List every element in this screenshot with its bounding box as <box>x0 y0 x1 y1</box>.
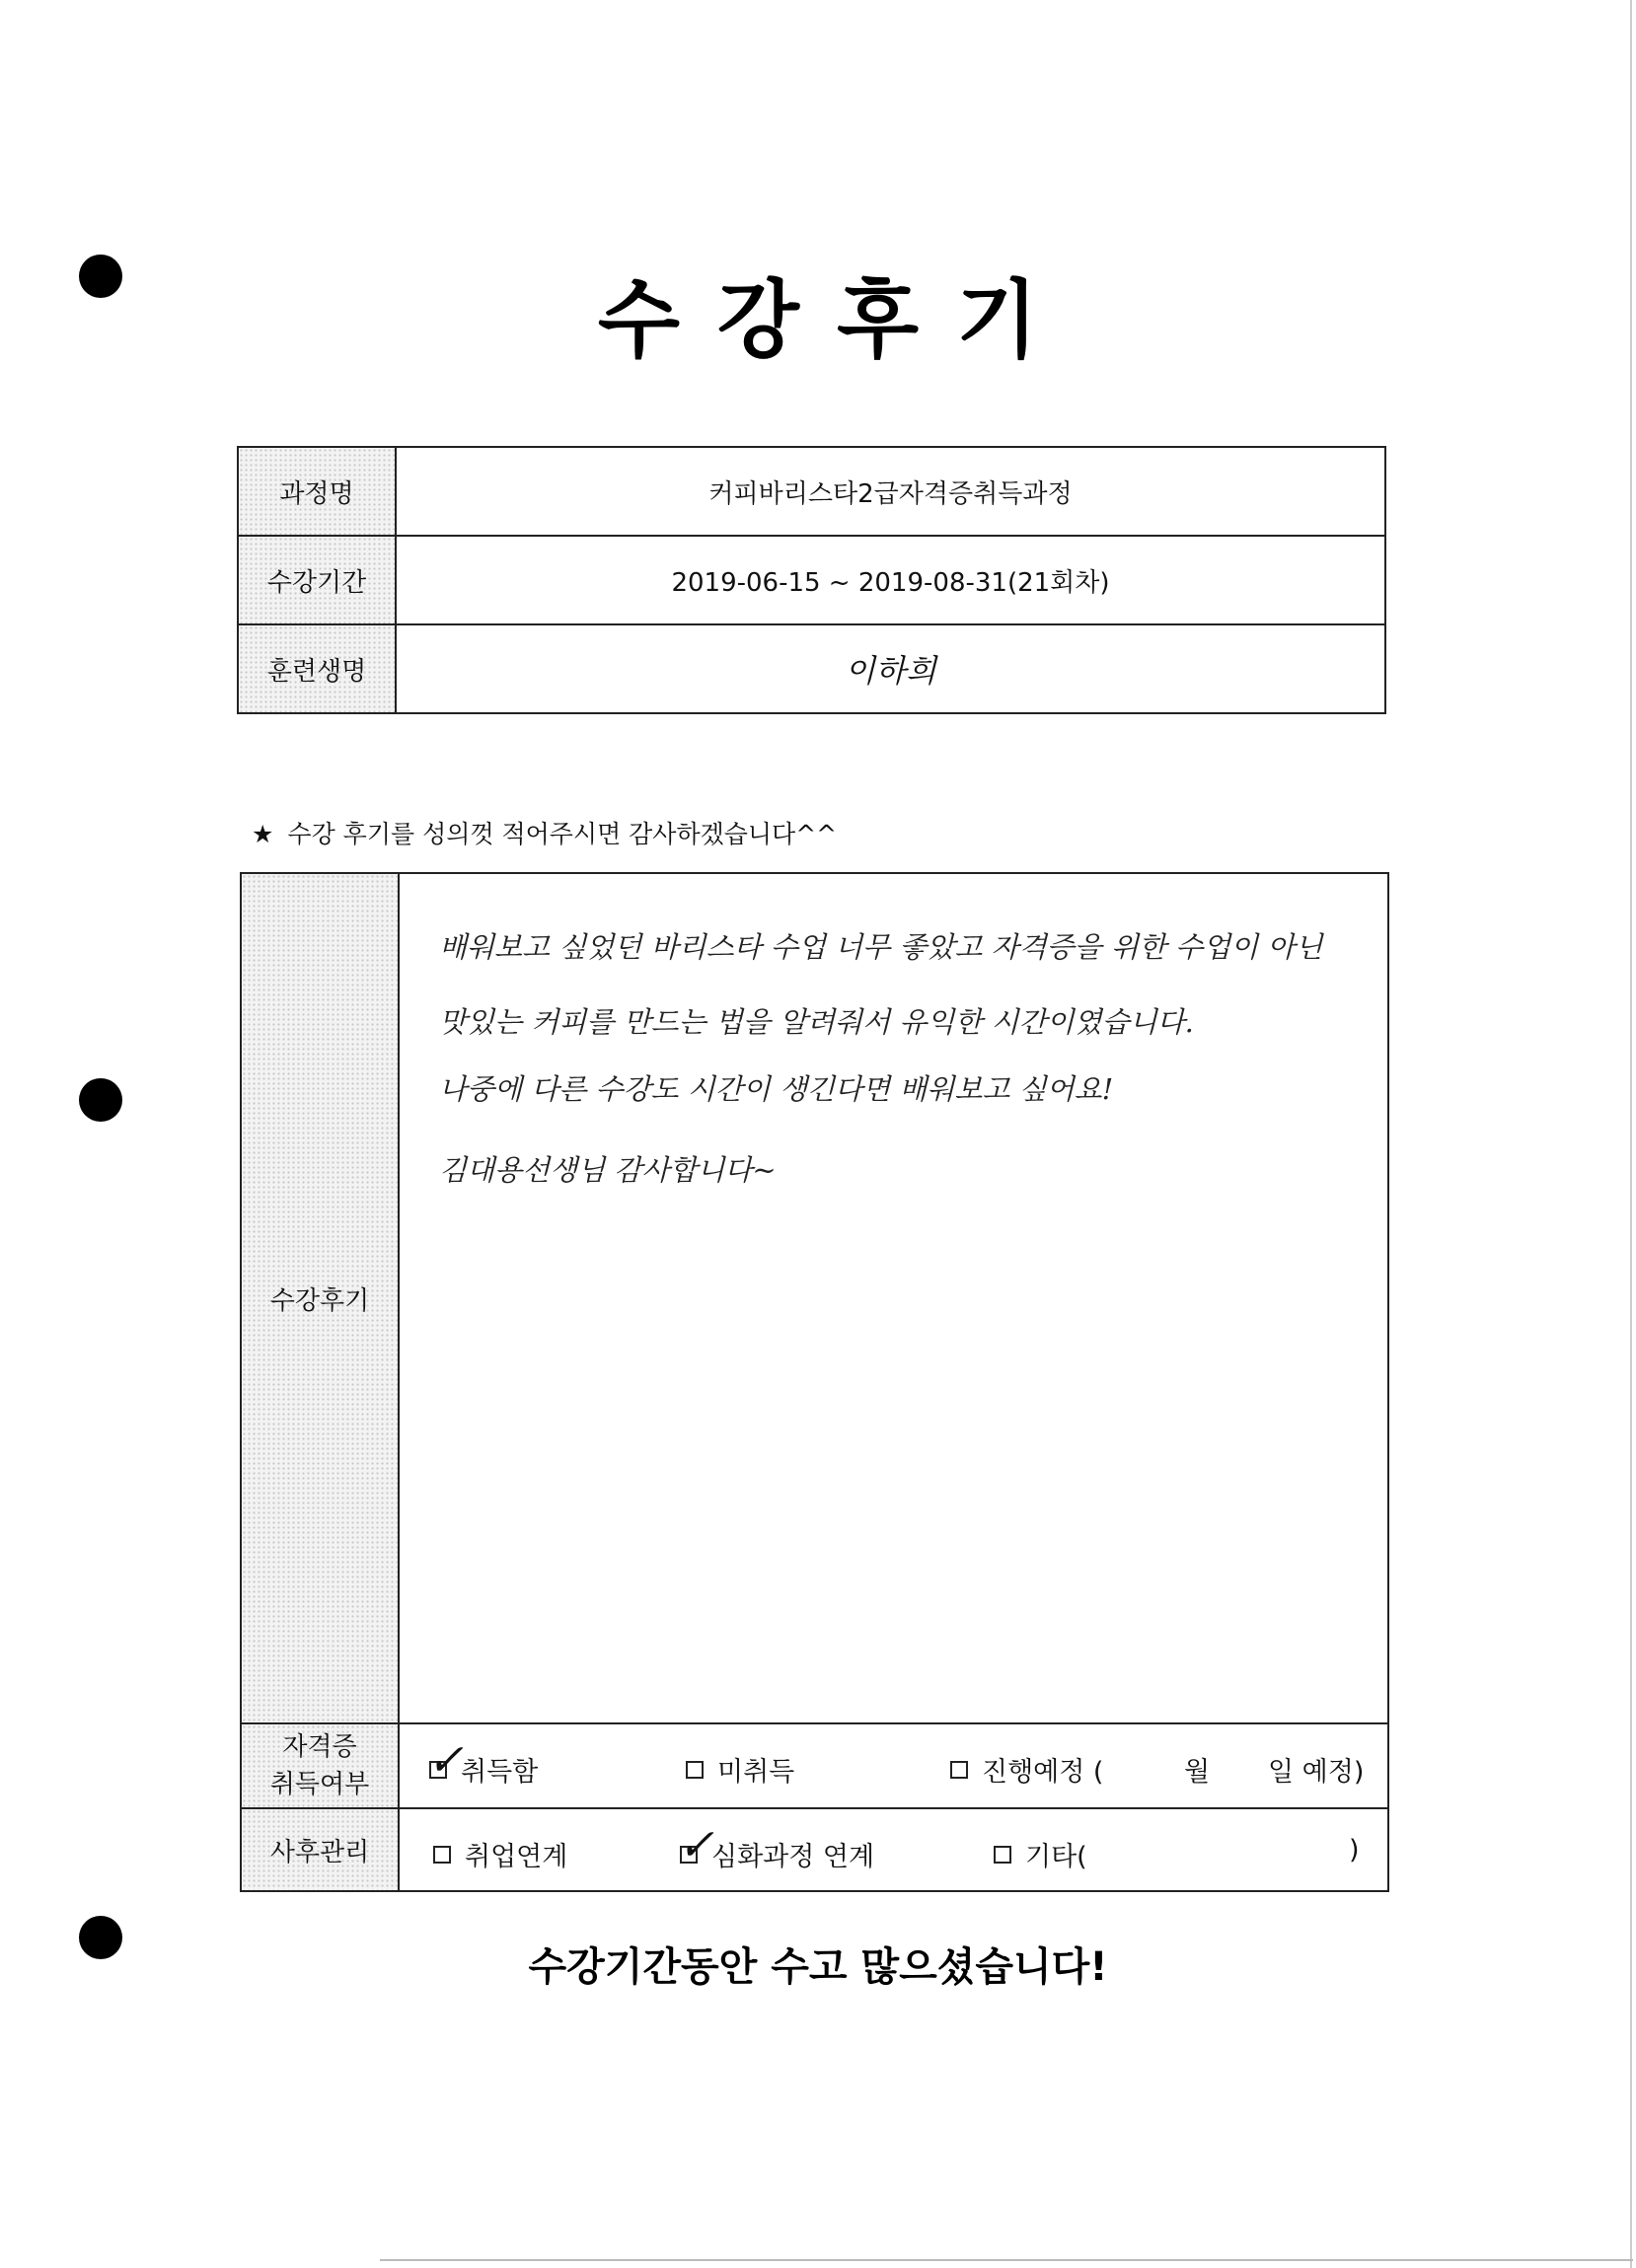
opt-other-close: ) <box>1349 1835 1360 1866</box>
opt-not-acquired-label: 미취득 <box>717 1757 795 1788</box>
followup-options <box>399 1808 1388 1891</box>
checkbox-other[interactable] <box>994 1846 1011 1864</box>
followup-label: 사후관리 <box>241 1808 399 1891</box>
star-icon: ★ <box>252 820 274 848</box>
checkbox-advanced[interactable] <box>678 1820 714 1870</box>
opt-acquired[interactable] <box>427 1735 539 1789</box>
checkbox-not-acquired[interactable] <box>686 1761 704 1779</box>
course-info-table <box>237 446 1386 714</box>
opt-planned[interactable] <box>950 1750 1103 1789</box>
opt-other[interactable] <box>994 1835 1087 1873</box>
opt-advanced-label: 심화과정 연계 <box>711 1842 875 1872</box>
course-name-value: 커피바리스타2급자격증취득과정 <box>396 447 1385 536</box>
closing-message: 수강기간동안 수고 많으셨습니다! <box>528 1944 1108 1990</box>
review-label: 수강후기 <box>241 873 399 1723</box>
checkbox-job[interactable] <box>433 1846 451 1864</box>
review-line-4: 김대용선생님 감사합니다~ <box>439 1153 777 1187</box>
planned-day-label: 일 예정) <box>1268 1757 1365 1788</box>
checkmark-icon: ✓ <box>678 1820 714 1870</box>
certificate-label <box>241 1723 399 1808</box>
opt-acquired-label: 취득함 <box>461 1757 539 1788</box>
certificate-row <box>241 1723 1388 1808</box>
period-value: 2019-06-15 ~ 2019-08-31(21회차) <box>396 536 1385 624</box>
checkbox-acquired[interactable] <box>427 1735 464 1786</box>
period-label: 수강기간 <box>238 536 396 624</box>
review-line-3: 나중에 다른 수강도 시간이 생긴다면 배워보고 싶어요! <box>439 1072 1114 1106</box>
certificate-options <box>399 1723 1388 1808</box>
review-line-1: 배워보고 싶었던 바리스타 수업 너무 좋았고 자격증을 위한 수업이 아닌 <box>439 930 1323 964</box>
page-edge-bottom <box>380 2259 1633 2261</box>
course-name-label: 과정명 <box>238 447 396 536</box>
trainee-label: 훈련생명 <box>238 624 396 713</box>
period-row <box>238 536 1385 624</box>
review-row <box>241 873 1388 1723</box>
instruction-text: 수강 후기를 성의껏 적어주시면 감사하겠습니다^^ <box>287 820 838 848</box>
trainee-row <box>238 624 1385 713</box>
opt-job-label: 취업연계 <box>465 1842 568 1872</box>
trainee-name-value: 이하희 <box>396 624 1385 713</box>
certificate-label-line1: 자격증 <box>282 1732 357 1762</box>
opt-advanced[interactable] <box>678 1820 875 1873</box>
opt-not-acquired[interactable] <box>686 1750 794 1789</box>
opt-other-label: 기타( <box>1025 1842 1087 1872</box>
followup-row <box>241 1808 1388 1891</box>
checkbox-planned[interactable] <box>950 1761 968 1779</box>
review-form <box>240 872 1389 1890</box>
review-line-2: 맛있는 커피를 만드는 법을 알려줘서 유익한 시간이였습니다. <box>439 1005 1194 1039</box>
binder-hole-middle <box>79 1078 122 1122</box>
instruction-note <box>252 815 837 850</box>
opt-job[interactable] <box>433 1835 567 1873</box>
planned-month-label: 월 <box>1184 1757 1211 1788</box>
checkmark-icon: ✓ <box>427 1735 464 1786</box>
certificate-label-line2: 취득여부 <box>269 1770 370 1799</box>
page-title: 수강후기 <box>597 271 1077 370</box>
course-row <box>238 447 1385 536</box>
opt-planned-label: 진행예정 ( <box>982 1757 1104 1788</box>
review-text-area <box>399 873 1388 1723</box>
